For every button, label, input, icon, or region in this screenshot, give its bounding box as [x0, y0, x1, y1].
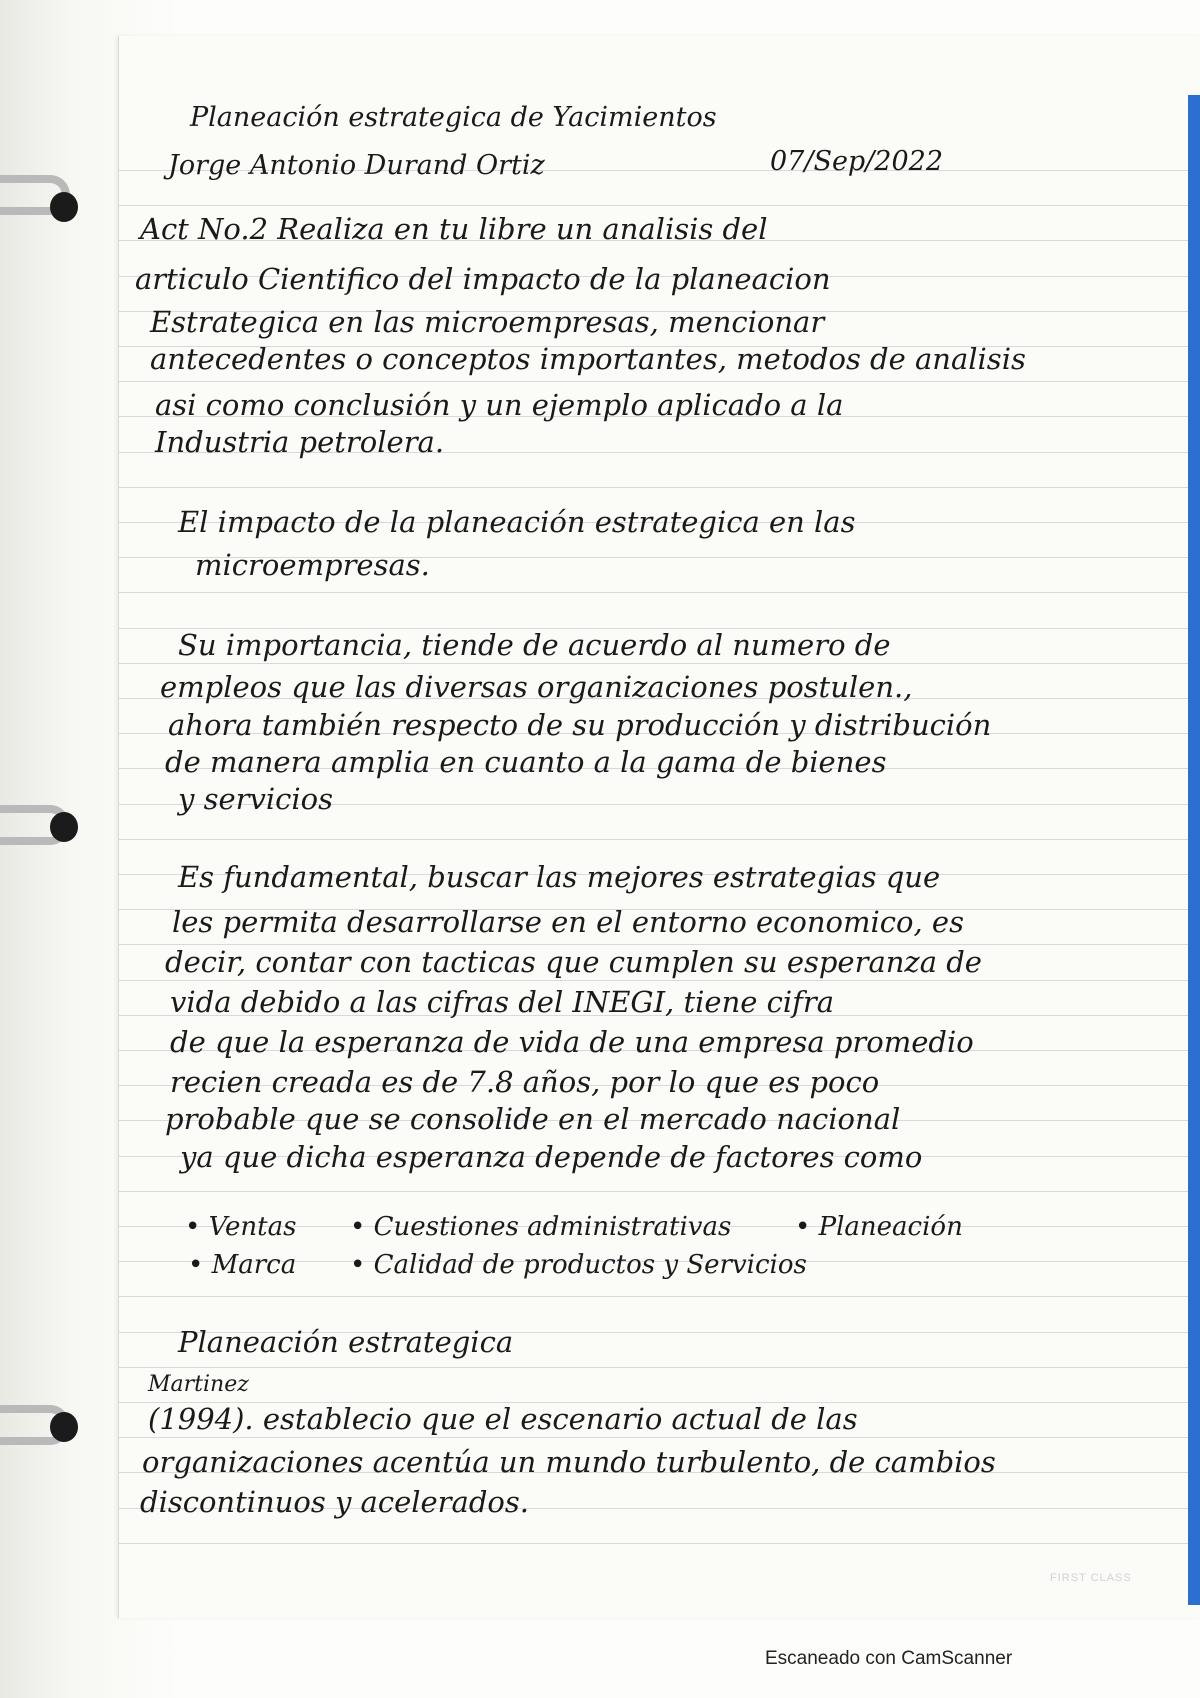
paragraph-line: recien creada es de 7.8 años, por lo que es poco [170, 1065, 880, 1099]
ruled-line [118, 839, 1200, 840]
author-note: Martinez [148, 1372, 249, 1397]
paragraph-line: organizaciones acentúa un mundo turbulento, de cambios [142, 1445, 996, 1479]
activity-line: Estrategica en las microempresas, mencionar [150, 305, 825, 339]
binder-hole [50, 812, 78, 842]
bullet-item: • Planeación [795, 1212, 963, 1242]
notebook-blue-edge [1188, 95, 1200, 1605]
paper-brand-mark: FIRST CLASS [1050, 1572, 1132, 1584]
paragraph-line: discontinuos y acelerados. [140, 1485, 529, 1519]
paragraph-line: vida debido a las cifras del INEGI, tiene cifra [170, 985, 835, 1019]
bullet-item: • Cuestiones administrativas [350, 1212, 732, 1242]
ruled-line [118, 663, 1200, 664]
ruled-line [118, 592, 1200, 593]
paragraph-line: (1994). establecio que el escenario actual de las [148, 1402, 858, 1436]
bullet-item: • Marca [188, 1250, 297, 1280]
date: 07/Sep/2022 [770, 146, 944, 177]
paragraph-line: de manera amplia en cuanto a la gama de bienes [165, 745, 887, 779]
activity-line: Industria petrolera. [155, 425, 445, 459]
ruled-line [118, 1367, 1200, 1368]
ruled-line [118, 205, 1200, 206]
section-heading: microempresas. [195, 548, 430, 582]
paragraph-line: Su importancia, tiende de acuerdo al numero de [178, 628, 891, 662]
binder-hole [50, 192, 78, 222]
ruled-line [118, 487, 1200, 488]
bullet-item: • Calidad de productos y Servicios [350, 1250, 807, 1280]
page-title: Planeación estrategica de Yacimientos [190, 102, 717, 133]
paragraph-line: Es fundamental, buscar las mejores estrategias que [178, 860, 941, 894]
section-heading: Planeación estrategica [178, 1325, 514, 1359]
section-heading: El impacto de la planeación estrategica en las [178, 505, 856, 539]
ruled-line [118, 980, 1200, 981]
author-name: Jorge Antonio Durand Ortiz [168, 150, 545, 181]
paragraph-line: ya que dicha esperanza depende de factores como [180, 1140, 923, 1174]
binder-hole [50, 1412, 78, 1442]
bullet-item: • Ventas [185, 1212, 297, 1242]
paragraph-line: y servicios [178, 782, 334, 816]
activity-line: asi como conclusión y un ejemplo aplicado a la [155, 388, 844, 422]
paragraph-line: probable que se consolide en el mercado nacional [165, 1102, 901, 1136]
ruled-line [118, 1191, 1200, 1192]
bullet-text: Ventas [208, 1212, 297, 1242]
ruled-line [118, 1296, 1200, 1297]
activity-line: Act No.2 Realiza en tu libre un analisis del [140, 212, 768, 246]
bullet-text: Marca [211, 1250, 297, 1280]
ruled-line [118, 381, 1200, 382]
paragraph-line: les permita desarrollarse en el entorno economico, es [172, 905, 964, 939]
ruled-line [118, 1437, 1200, 1438]
activity-line: articulo Cientifico del impacto de la planeacion [135, 262, 831, 296]
paragraph-line: decir, contar con tacticas que cumplen su esperanza de [165, 945, 982, 979]
bullet-text: Cuestiones administrativas [373, 1212, 732, 1242]
activity-line: antecedentes o conceptos importantes, metodos de analisis [150, 342, 1026, 376]
bullet-text: Planeación [818, 1212, 963, 1242]
paragraph-line: empleos que las diversas organizaciones postulen., [160, 670, 913, 704]
ruled-line [118, 1543, 1200, 1544]
bullet-text: Calidad de productos y Servicios [373, 1250, 807, 1280]
scanner-footer: Escaneado con CamScanner [765, 1648, 1013, 1669]
paragraph-line: ahora también respecto de su producción y distribución [168, 708, 992, 742]
paragraph-line: de que la esperanza de vida de una empresa promedio [170, 1025, 974, 1059]
